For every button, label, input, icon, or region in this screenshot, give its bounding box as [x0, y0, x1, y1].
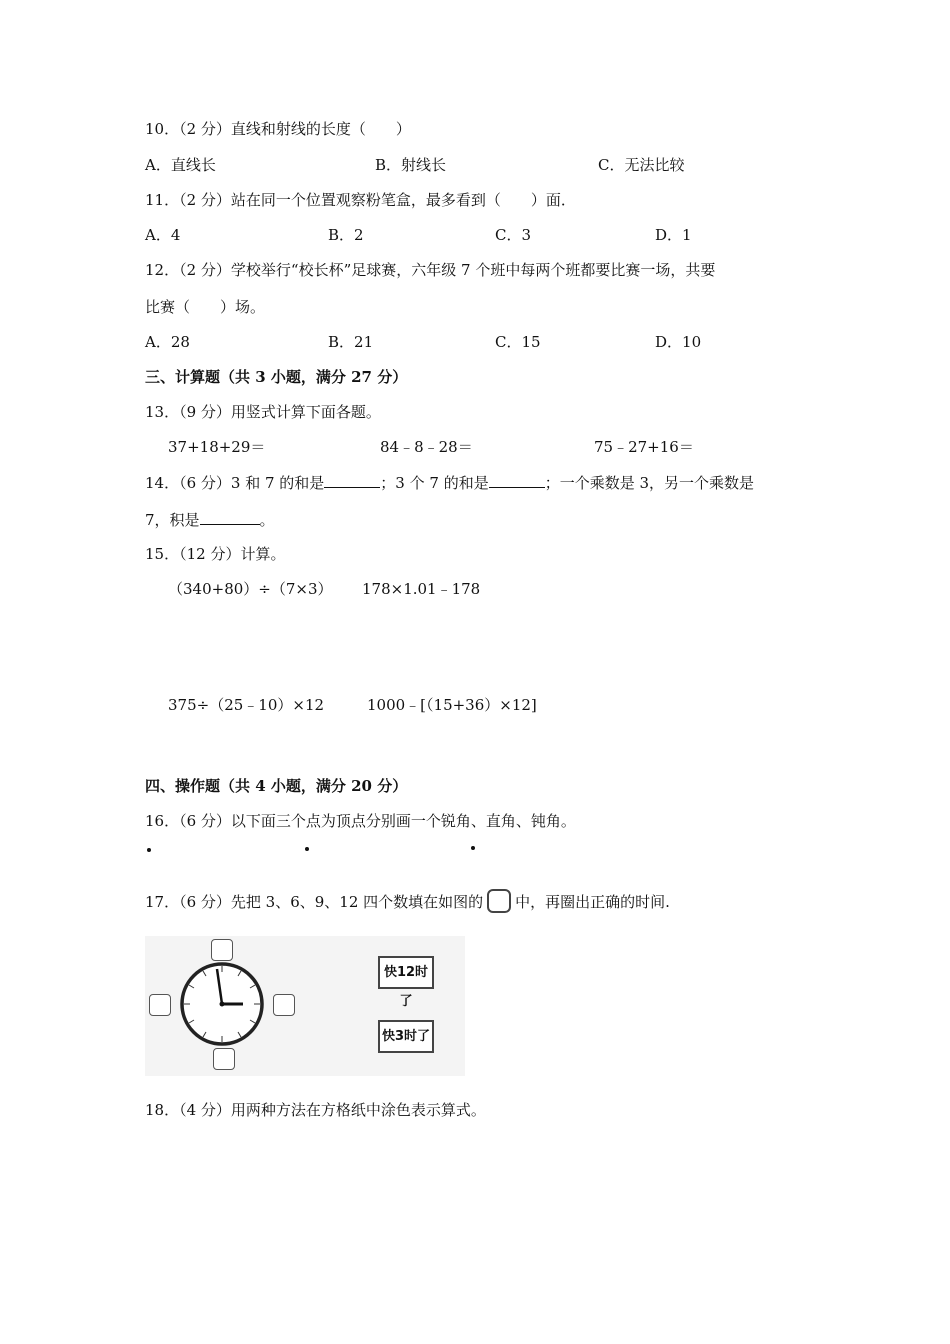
q11-option-c: C．3 [495, 226, 532, 244]
q11-option-a: A．4 [145, 226, 181, 244]
q14-part3: ；一个乘数是 3，另一个乘数是 [544, 474, 755, 492]
q12-option-a: A．28 [145, 333, 190, 351]
q13-expr-3: 75﹣27+16＝ [594, 438, 694, 456]
q17-stem-after: 中，再圈出正确的时间. [515, 893, 670, 911]
q15-expr-3: 375÷（25﹣10）×12 [168, 696, 325, 714]
section4-title: 四、操作题（共 4 小题，满分 20 分） [145, 777, 408, 795]
q17-stem [145, 889, 670, 915]
q12-option-b: B．21 [328, 333, 374, 351]
q14-line2-text: 7，积是 [145, 511, 200, 529]
q14-blank-2[interactable] [489, 472, 545, 488]
clock-figure [145, 936, 465, 1076]
clock-fill-box-bottom[interactable] [213, 1048, 235, 1070]
q14-blank-1[interactable] [324, 472, 380, 488]
q15-expr-2: 178×1.01﹣178 [362, 580, 481, 598]
q18-stem: 18．（4 分）用两种方法在方格纸中涂色表示算式。 [145, 1101, 486, 1119]
q14-line2 [145, 509, 275, 530]
time-choice-3[interactable]: 快3时了 [378, 1020, 434, 1053]
q14-blank-3[interactable] [200, 509, 260, 525]
time-choice-12[interactable]: 快12时了 [378, 956, 434, 989]
q14-part2: ；3 个 7 的和是 [380, 474, 489, 492]
clock-fill-box-left[interactable] [149, 994, 171, 1016]
q11-stem: 11．（2 分）站在同一个位置观察粉笔盒，最多看到（ ）面． [145, 191, 576, 209]
clock-fill-box-right[interactable] [273, 994, 295, 1016]
q12-option-d: D．10 [655, 333, 702, 351]
q15-expr-1: （340+80）÷（7×3） [168, 580, 333, 598]
q13-stem: 13．（9 分）用竖式计算下面各题。 [145, 403, 381, 421]
vertex-dot-3 [471, 846, 475, 850]
q13-expr-1: 37+18+29＝ [168, 438, 266, 456]
q14-end: 。 [259, 511, 275, 529]
section3-title: 三、计算题（共 3 小题，满分 27 分） [145, 368, 408, 386]
q17-stem-before: 17．（6 分）先把 3、6、9、12 四个数填在如图的 [145, 893, 484, 911]
vertex-dot-2 [305, 847, 309, 851]
square-box-icon [487, 889, 511, 913]
q12-stem-line2: 比赛（ ）场。 [145, 298, 266, 316]
vertex-dot-1 [147, 848, 151, 852]
q10-option-a: A．直线长 [145, 156, 216, 174]
q16-stem: 16．（6 分）以下面三个点为顶点分别画一个锐角、直角、钝角。 [145, 812, 576, 830]
q11-option-d: D．1 [655, 226, 692, 244]
q11-option-b: B．2 [328, 226, 364, 244]
q15-stem: 15．（12 分）计算。 [145, 545, 286, 563]
q15-expr-4: 1000﹣[（15+36）×12] [367, 696, 537, 714]
q10-stem: 10．（2 分）直线和射线的长度（ ） [145, 120, 411, 138]
q12-option-c: C．15 [495, 333, 541, 351]
q14-line1 [145, 472, 754, 493]
q14-part1: 14．（6 分）3 和 7 的和是 [145, 474, 325, 492]
q10-option-c: C．无法比较 [598, 156, 685, 174]
q13-expr-2: 84﹣8﹣28＝ [380, 438, 473, 456]
q10-option-b: B．射线长 [375, 156, 447, 174]
q12-stem-line1: 12．（2 分）学校举行“校长杯”足球赛，六年级 7 个班中每两个班都要比赛一场，共要 [145, 261, 716, 279]
clock-fill-box-top[interactable] [211, 939, 233, 961]
